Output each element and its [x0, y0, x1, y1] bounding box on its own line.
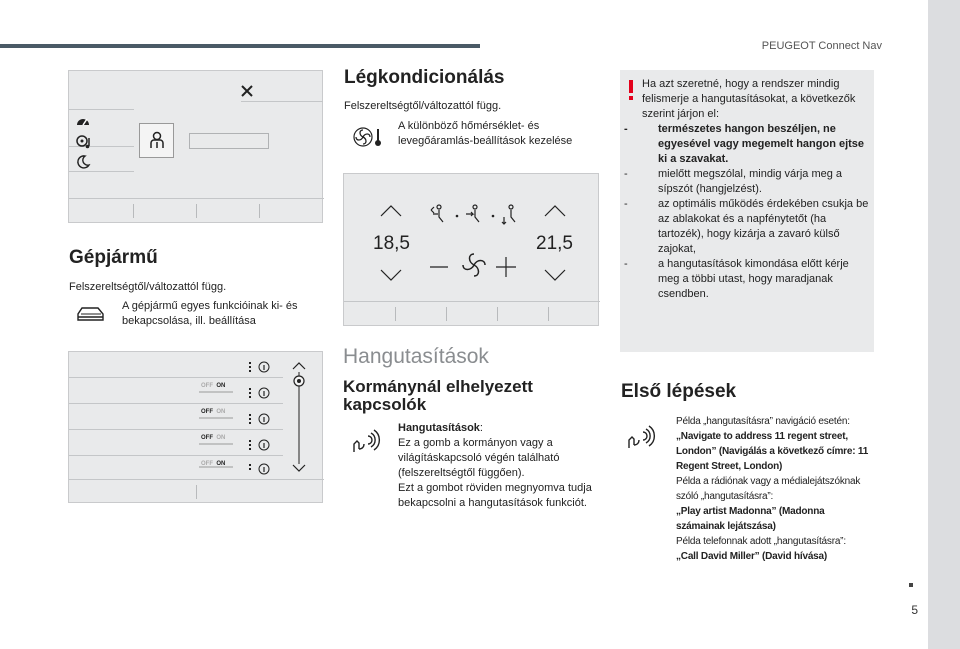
toggle-row-4[interactable]: OFF ON	[201, 461, 226, 467]
warning-box	[620, 70, 874, 352]
scrollbar[interactable]	[291, 362, 307, 472]
aircon-desc: A különböző hőmérséklet- és levegőáramlás-beállítások kezelése	[398, 120, 573, 147]
warning-item: - a hangutasítások kimondása előtt kérje meg a többi utast, hogy maradjanak csendben.	[620, 257, 870, 302]
temp-right-down-icon[interactable]	[544, 269, 566, 281]
temp-left-up-icon[interactable]	[380, 205, 402, 217]
temp-left-down-icon[interactable]	[380, 269, 402, 281]
gauge-palette-icon	[75, 115, 91, 131]
phone-example-intro: Példa telefonnak adott „hangutasításra”:	[676, 536, 846, 547]
vehicle-equipment-note: Felszereltségtől/változattól függ.	[69, 281, 227, 293]
vehicle-toggles-screen	[68, 351, 323, 503]
vehicle-desc: A gépjármű egyes funkcióinak ki- és bekapcsolása, ill. beállítása	[122, 300, 298, 327]
temp-right-up-icon[interactable]	[544, 205, 566, 217]
person-button[interactable]	[139, 123, 174, 158]
temp-right-value: 21,5	[536, 233, 573, 254]
nav-example-intro: Példa „hangutasításra” navigáció esetén:	[676, 416, 850, 427]
radio-example-intro: Példa a rádiónak vagy a médialejátszóknak szóló „hangutasításra”:	[676, 476, 861, 502]
vehicle-title: Gépjármű	[69, 247, 158, 268]
close-icon	[241, 85, 253, 97]
page-number: 5	[911, 603, 918, 617]
warning-list	[620, 122, 870, 302]
aircon-screen	[343, 173, 599, 326]
voice-para-bold: Hangutasítások	[398, 422, 480, 434]
voice-body: Hangutasítások: Ez a gomb a kormányon vagy a világításkapcsoló végén található (felszereltségtől függően). Ezt a gombot röviden megnyomva tudja bekapcsolni a hangutasítások funkciót.	[398, 422, 592, 509]
voice-command-icon	[352, 428, 380, 454]
radio-example-command: „Play artist Madonna” (Madonna számainak lejátszása)	[676, 506, 825, 532]
voice-para1: Ez a gomb a kormányon vagy a világításkapcsoló végén található (felszereltségtől függően).	[398, 437, 560, 479]
fan-thermometer-icon	[352, 126, 384, 148]
nav-example-command: „Navigate to address 11 regent street, London” (Navigálás a következő címre: 11 Regent Street, London)	[676, 431, 869, 472]
toggle-underlines	[197, 392, 237, 472]
continue-marker	[909, 583, 913, 587]
person-icon	[149, 131, 165, 149]
moon-icon	[76, 155, 90, 169]
first-steps-title: Első lépések	[621, 381, 737, 402]
fan-speed-controls[interactable]	[430, 250, 520, 280]
vehicle-screen	[68, 70, 323, 223]
aircon-title: Légkondicionálás	[344, 67, 505, 88]
voice-subtitle: Kormánynál elhelyezett kapcsolók	[343, 377, 533, 414]
aircon-equipment-note: Felszereltségtől/változattól függ.	[344, 100, 502, 112]
brand-header: PEUGEOT Connect Nav	[761, 40, 882, 52]
temp-left-value: 18,5	[373, 233, 410, 254]
menu-dots-info-icons	[249, 358, 273, 473]
warning-exclamation-icon	[628, 80, 634, 100]
header-bar	[0, 44, 480, 48]
warning-item: - mielőtt megszólal, mindig várja meg a sípszót (hangjelzést).	[620, 167, 870, 197]
warning-item: - természetes hangon beszéljen, ne egyesével vagy megemelt hangon ejtse ki a szavakat.	[620, 122, 870, 167]
toggle-row-2[interactable]: OFF ON	[201, 409, 226, 415]
toggle-row-1[interactable]: OFF ON	[201, 383, 226, 389]
warning-intro: Ha azt szeretné, hogy a rendszer mindig felismerje a hangutasításokat, a következők szerint járjon el:	[642, 78, 856, 120]
settings-music-icon	[75, 134, 93, 150]
voice-title: Hangutasítások	[343, 345, 489, 368]
car-icon	[76, 305, 106, 323]
page-sidebar	[928, 0, 960, 649]
warning-item: - az optimális működés érdekében csukja be az ablakokat és a napfénytetőt (ha tartozék), hogy kizárja a zavaró külső zajokat,	[620, 197, 870, 257]
voice-para2: Ezt a gombot röviden megnyomva tudja bekapcsolni a hangutasítások funkciót.	[398, 482, 592, 509]
toggle-row-3[interactable]: OFF ON	[201, 435, 226, 441]
voice-command-icon-2	[627, 424, 655, 450]
airflow-distribution-icons[interactable]	[430, 204, 520, 226]
phone-example-command: „Call David Miller” (David hívása)	[676, 551, 828, 562]
first-steps-body	[676, 414, 874, 564]
value-field	[189, 133, 269, 149]
